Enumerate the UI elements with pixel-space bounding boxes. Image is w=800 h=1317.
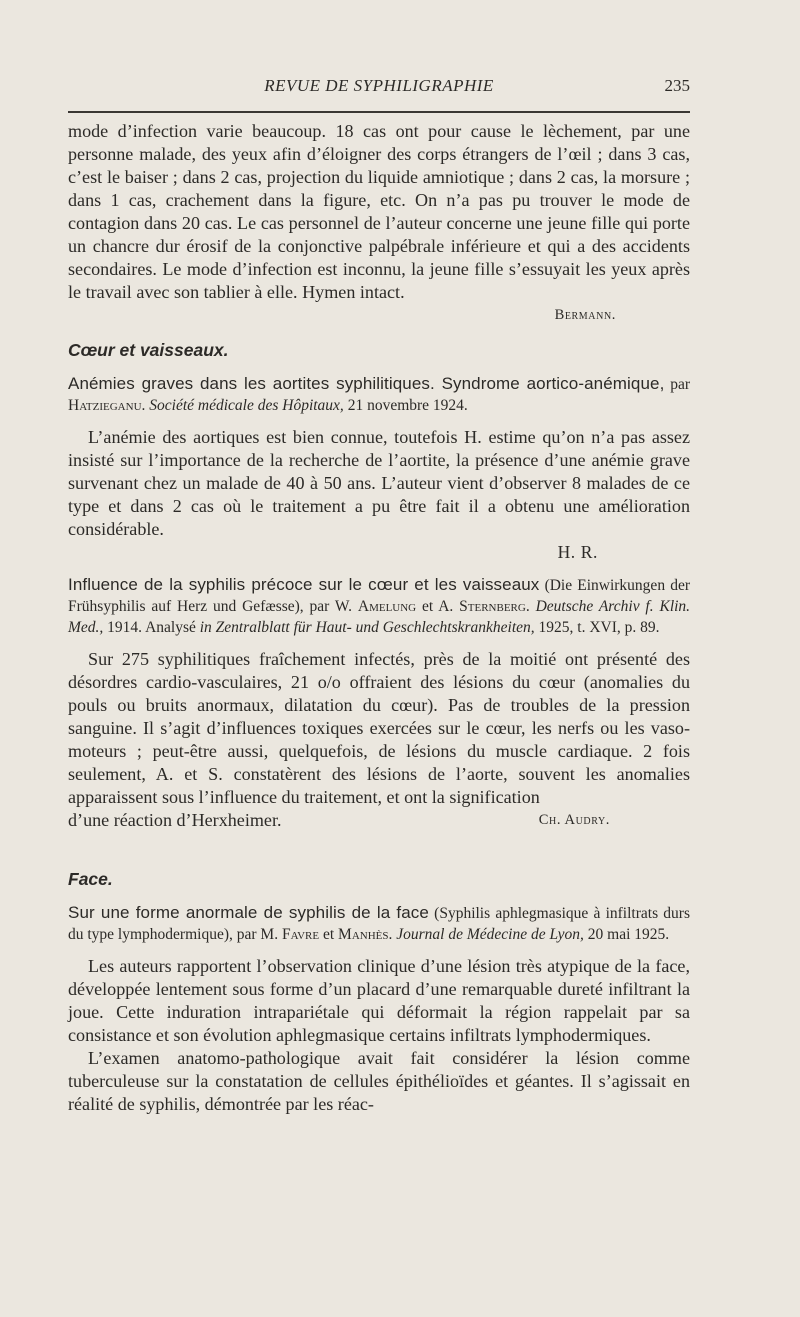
section-title-face: Face. <box>68 869 113 889</box>
intro-paragraph: mode d’infection varie beaucoup. 18 cas ont pour cause le lèchement, par une personne malade, des yeux afin d’éloigner des corps étrangers de l’œil ; dans 3 cas, c’est le baiser ; dans 2 cas, projection du liquide amniotique ; dans 2 cas, la morsure ; dans 1 cas, crachement dans la figure, etc. On n’a pas pu trouver le mode de contagion dans 20 cas. Le cas personnel de l’auteur concerne une jeune fille qui porte un chancre dur érosif de la conjonctive palpébrale inférieure et qui a des accidents secondaires. Le mode d’infection est inconnu, la jeune fille s’essuyait les yeux après le travail avec son tablier à elle. Hymen intact. <box>68 121 690 302</box>
article-author-manhes: Manhès. <box>338 926 393 943</box>
article-heading-influence <box>68 574 690 638</box>
article-journal: Journal de Médecine de Lyon, <box>396 926 584 943</box>
article-journal-secondary: in Zentralblatt für Haut- und Geschlechtskrankheiten, <box>199 619 535 636</box>
article-date: 20 mai 1925. <box>587 926 670 943</box>
spacer <box>68 416 690 426</box>
signature-audry: Ch. Audry. <box>538 812 610 828</box>
article-ref-original-title: (Die Einwirkungen der Frühsyphilis auf Herz und Gefæsse), par W. <box>68 577 691 615</box>
article-ref-and: et <box>322 926 335 943</box>
article-journal: Deutsche Archiv f. Klin. Med., <box>68 598 691 636</box>
article-paragraph-anemies: L’anémie des aortiques est bien connue, toutefois H. estime qu’on n’a pas assez insisté sur l’importance de la recherche de l’aortite, la présence d’une anémie grave survenant chez un malade de 40 à 50 ans. L’auteur vient d’observer 8 malades de ce type et dans 2 cas où le traitement a pu être fait il a obtenu une amélioration considérable. <box>68 427 690 539</box>
article-author-hatzieganu: Hatzieganu. <box>68 397 146 414</box>
article-paragraph-face-1: Les auteurs rapportent l’observation clinique d’une lésion très atypique de la face, développée lentement sous forme d’un placard d’une remarquable dureté infiltrant la joue. Cette induration intrapariétale qui déformait la région rappelait par sa consistance et son évolution aphlegmasique certains infiltrats lymphodermiques. <box>68 956 690 1045</box>
page-header <box>68 76 690 98</box>
spacer <box>68 638 690 648</box>
article-ref-subtitle: (Syphilis aphlegmasique à infiltrats durs du type lymphodermique), par M. <box>68 905 690 943</box>
article-ref-year: 1914. Analysé <box>107 619 196 636</box>
page-body <box>68 120 690 1116</box>
spacer <box>68 564 690 574</box>
article-ref-volume: 1925, t. XVI, p. 89. <box>538 619 660 636</box>
page-number: 235 <box>664 76 690 95</box>
article-date: 21 novembre 1924. <box>347 397 468 414</box>
article-author-amelung: Amelung <box>357 598 417 615</box>
article-author-favre: Favre <box>281 926 320 943</box>
article-paragraph-influence: Sur 275 syphilitiques fraîchement infectés, près de la moitié ont présenté des désordres cardio-vasculaires, 21 o/o offraient des lésions du cœur (anomalies du pouls ou bruits anormaux, dilatation du cœur). Pas de troubles de la pression sanguine. Il s’agit d’influences toxiques exercées sur le cœur, les nerfs ou les vaso-moteurs ; peut-être aussi, quelquefois, de lésions du muscle cardiaque. 2 fois seulement, A. et S. constatèrent des lésions de l’aorte, souvent les anomalies apparaissent sous l’influence du traitement, et ont la signification <box>68 649 690 807</box>
final-line-with-signature <box>68 809 690 832</box>
article-heading-anemies <box>68 373 690 416</box>
running-title: REVUE DE SYPHILIGRAPHIE <box>264 76 494 95</box>
article-paragraph-face-2: L’examen anatomo-pathologique avait fait considérer la lésion comme tuberculeuse sur la constatation de cellules épithélioïdes et géantes. Il s’agissait en réalité de syphilis, démontrée par les réac- <box>68 1048 690 1114</box>
article-ref-and: et A. <box>422 598 454 615</box>
article-journal: Société médicale des Hôpitaux, <box>149 397 344 414</box>
section-title-coeur: Cœur et vaisseaux. <box>68 340 229 360</box>
article-title-face: Sur une forme anormale de syphilis de la face <box>68 903 429 922</box>
article-title-influence: Influence de la syphilis précoce sur le cœur et les vaisseaux <box>68 575 540 594</box>
article-last-line: d’une réaction d’Herxheimer. <box>68 810 282 830</box>
spacer <box>68 945 690 955</box>
signature-hr: H. R. <box>557 542 598 562</box>
article-by: par <box>670 376 690 393</box>
article-heading-face <box>68 902 690 945</box>
article-title-anemies: Anémies graves dans les aortites syphilitiques. Syndrome aortico-anémique, <box>68 374 665 393</box>
signature-bermann: Bermann. <box>554 307 616 323</box>
header-rule <box>68 111 690 113</box>
spacer <box>68 832 690 856</box>
article-author-sternberg: Sternberg. <box>459 598 530 615</box>
